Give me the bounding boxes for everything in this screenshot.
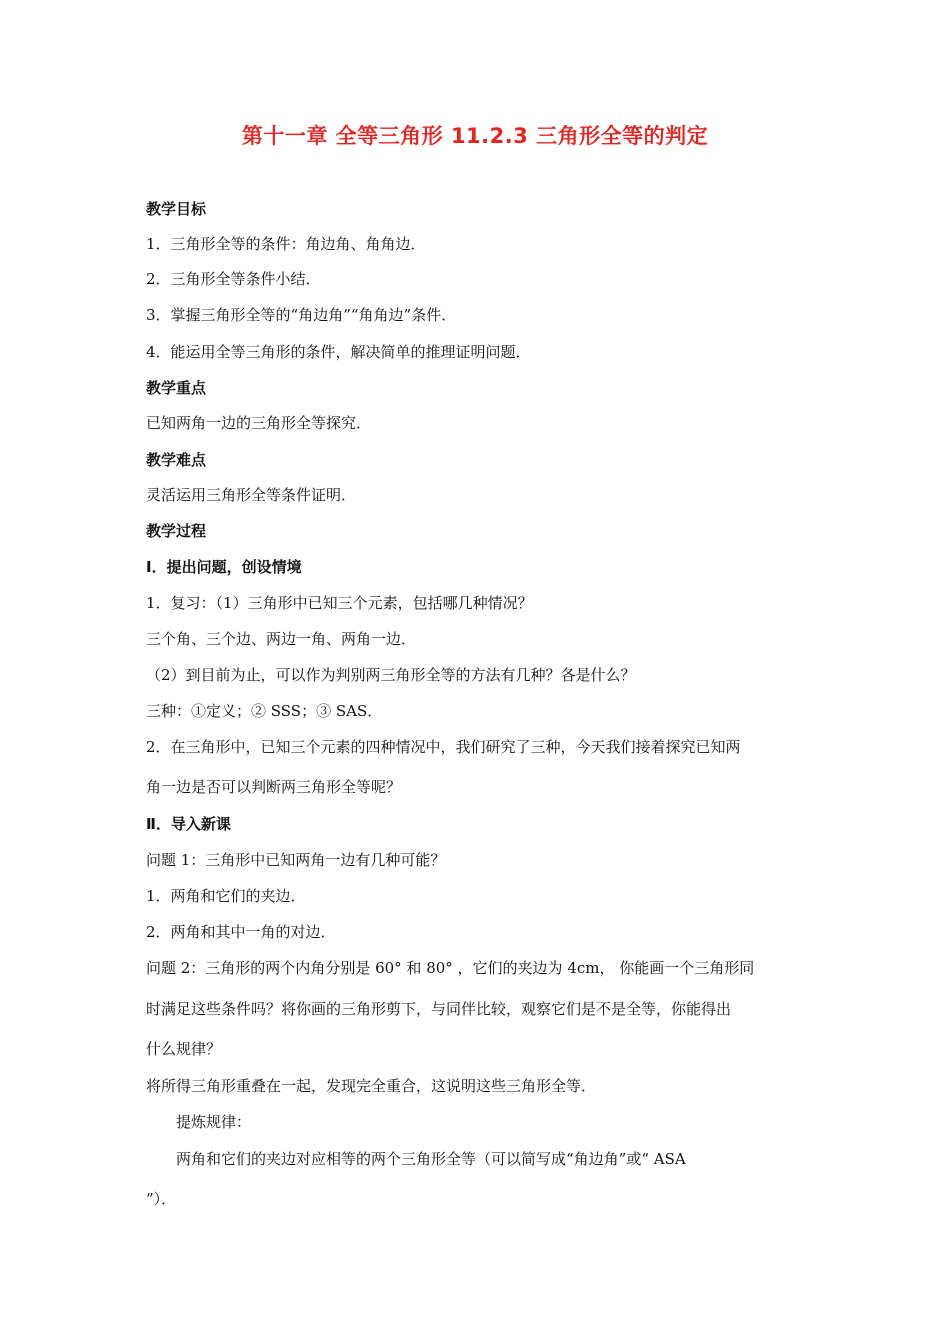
review-answer-2: 三种：①定义；② SSS；③ SAS． bbox=[146, 702, 383, 720]
question-2-answer: 将所得三角形重叠在一起，发现完全重合，这说明这些三角形全等． bbox=[146, 1077, 597, 1095]
objective-1: 1．三角形全等的条件：角边角、角角边． bbox=[146, 235, 426, 253]
question-2-line-1: 问题 2：三角形的两个内角分别是 60° 和 80° ，它们的夹边为 4cm， 你能画一个三角形同 bbox=[146, 959, 755, 977]
question-1: 问题 1：三角形中已知两角一边有几种可能？ bbox=[146, 851, 446, 869]
paragraph-2-line-2: 角一边是否可以判断两三角形全等呢？ bbox=[146, 778, 402, 796]
heading-objectives: 教学目标 bbox=[146, 200, 207, 218]
review-answer-1: 三个角、三个边、两边一角、两角一边． bbox=[146, 630, 417, 648]
section-2-heading: Ⅱ．导入新课 bbox=[146, 815, 231, 833]
document-title: 第十一章 全等三角形 11.2.3 三角形全等的判定 bbox=[241, 124, 709, 148]
rule-label: 提炼规律： bbox=[176, 1113, 252, 1131]
section-1-heading: Ⅰ．提出问题，创设情境 bbox=[146, 558, 302, 576]
key-point-text: 已知两角一边的三角形全等探究． bbox=[146, 414, 372, 432]
review-question-2: （2）到目前为止，可以作为判别两三角形全等的方法有几种？各是什么？ bbox=[146, 666, 636, 684]
question-2-line-3: 什么规律？ bbox=[146, 1040, 222, 1058]
question-1-case-1: 1．两角和它们的夹边． bbox=[146, 887, 306, 905]
rule-text-line-1: 两角和它们的夹边对应相等的两个三角形全等（可以简写成“角边角”或“ ASA bbox=[176, 1150, 686, 1168]
heading-process: 教学过程 bbox=[146, 522, 207, 540]
paragraph-2-line-1: 2．在三角形中，已知三个元素的四种情况中，我们研究了三种，今天我们接着探究已知两 bbox=[146, 738, 741, 756]
objective-4: 4．能运用全等三角形的条件，解决简单的推理证明问题． bbox=[146, 343, 531, 361]
objective-3: 3．掌握三角形全等的“角边角”“角角边”条件． bbox=[146, 306, 457, 324]
review-question-1: 1．复习：（1）三角形中已知三个元素，包括哪几种情况？ bbox=[146, 594, 533, 612]
objective-2: 2．三角形全等条件小结． bbox=[146, 270, 321, 288]
difficulty-text: 灵活运用三角形全等条件证明． bbox=[146, 486, 357, 504]
question-2-line-2: 时满足这些条件吗？将你画的三角形剪下，与同伴比较，观察它们是不是全等，你能得出 bbox=[146, 1000, 732, 1018]
heading-key-points: 教学重点 bbox=[146, 379, 207, 397]
question-1-case-2: 2．两角和其中一角的对边． bbox=[146, 923, 336, 941]
rule-text-line-2: ”）． bbox=[146, 1190, 177, 1208]
heading-difficulties: 教学难点 bbox=[146, 451, 207, 469]
